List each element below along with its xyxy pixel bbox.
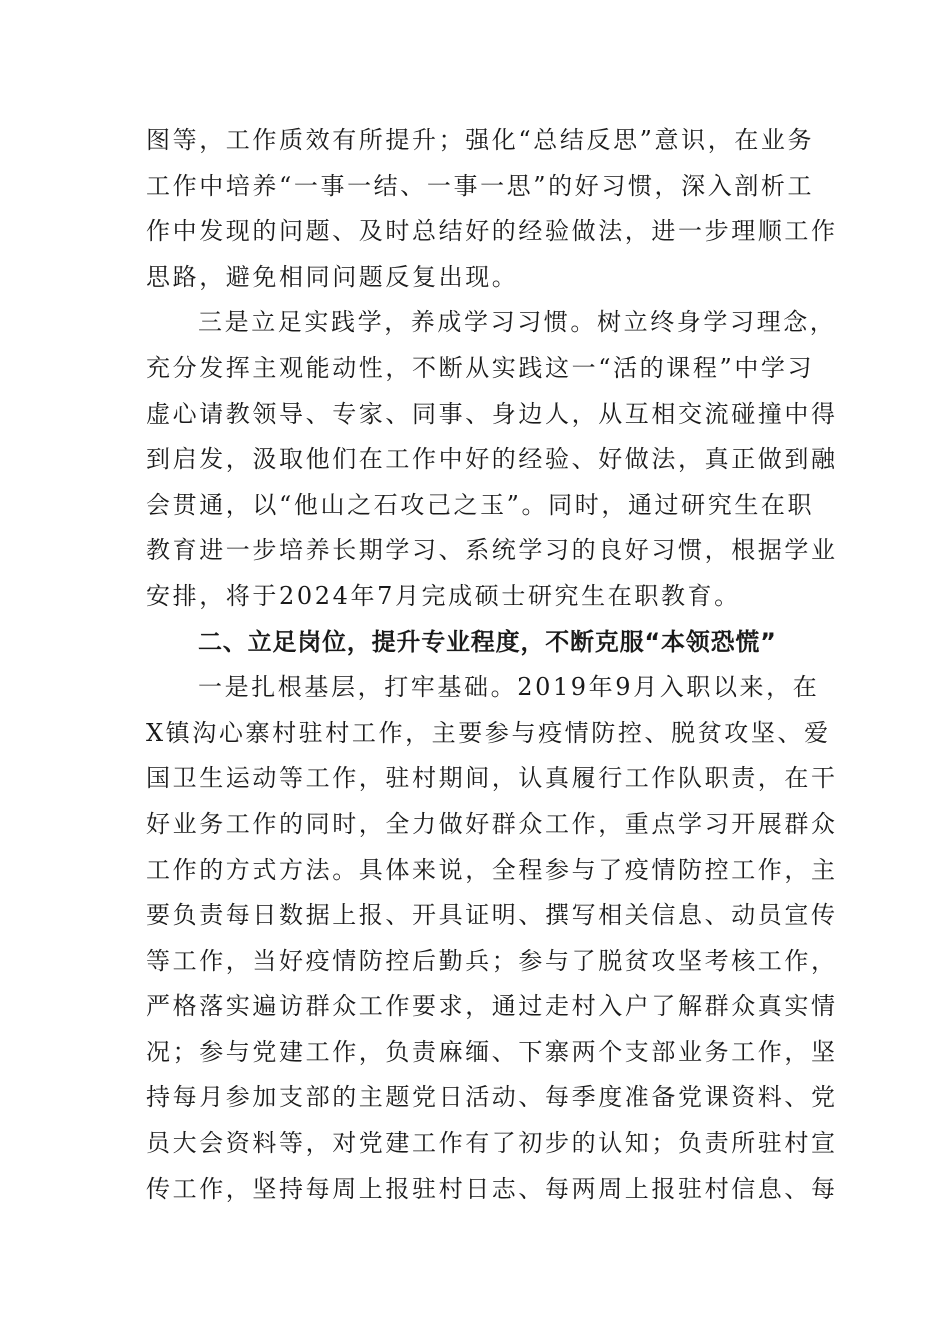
text-line: 会贯通，以“他山之石攻己之玉”。同时，通过研究生在职 <box>146 490 815 519</box>
text-line: 况；参与党建工作，负责麻缅、下寨两个支部业务工作，坚 <box>146 1037 838 1066</box>
text-line: 虚心请教领导、专家、同事、身边人，从互相交流碰撞中得 <box>146 399 838 428</box>
text-line: 充分发挥主观能动性，不断从实践这一“活的课程”中学习 <box>146 353 815 382</box>
text-line: 一是扎根基层，打牢基础。2019年9月入职以来，在 <box>198 673 820 702</box>
text-line: 作中发现的问题、及时总结好的经验做法，进一步理顺工作 <box>146 217 838 246</box>
text-line: 好业务工作的同时，全力做好群众工作，重点学习开展群众 <box>146 809 838 838</box>
text-line: 到启发，汲取他们在工作中好的经验、好做法，真正做到融 <box>146 445 838 474</box>
text-line: 等工作，当好疫情防控后勤兵；参与了脱贫攻坚考核工作， <box>146 946 838 975</box>
text-line: X镇沟心寨村驻村工作，主要参与疫情防控、脱贫攻坚、爱 <box>146 718 831 747</box>
text-line: 教育进一步培养长期学习、系统学习的良好习惯，根据学业 <box>146 536 838 565</box>
text-line: 要负责每日数据上报、开具证明、撰写相关信息、动员宣传 <box>146 901 838 930</box>
paragraph-practice-learning <box>146 300 838 619</box>
section-heading-text: 二、立足岗位，提升专业程度，不断克服“本领恐慌” <box>198 627 777 656</box>
text-line: 严格落实遍访群众工作要求，通过走村入户了解群众真实情 <box>146 992 838 1021</box>
paragraph-grassroots-work <box>146 665 838 1212</box>
section-heading <box>146 620 810 666</box>
text-line: 图等，工作质效有所提升；强化“总结反思”意识，在业务 <box>146 126 815 154</box>
text-line: 员大会资料等，对党建工作有了初步的认知；负责所驻村宣 <box>146 1129 838 1158</box>
text-line: 工作中培养“一事一结、一事一思”的好习惯，深入剖析工 <box>146 171 815 200</box>
text-line: 三是立足实践学，养成学习习惯。树立终身学习理念， <box>198 308 837 337</box>
text-line: 安排，将于2024年7月完成硕士研究生在职教育。 <box>146 581 741 610</box>
text-line: 工作的方式方法。具体来说，全程参与了疫情防控工作，主 <box>146 855 838 884</box>
text-line: 国卫生运动等工作，驻村期间，认真履行工作队职责，在干 <box>146 764 838 793</box>
text-line: 持每月参加支部的主题党日活动、每季度准备党课资料、党 <box>146 1083 838 1112</box>
paragraph-work-summary <box>146 118 838 300</box>
text-line: 传工作，坚持每周上报驻村日志、每两周上报驻村信息、每 <box>146 1174 838 1203</box>
document-body <box>146 118 838 1212</box>
text-line: 思路，避免相同问题反复出现。 <box>146 262 519 291</box>
